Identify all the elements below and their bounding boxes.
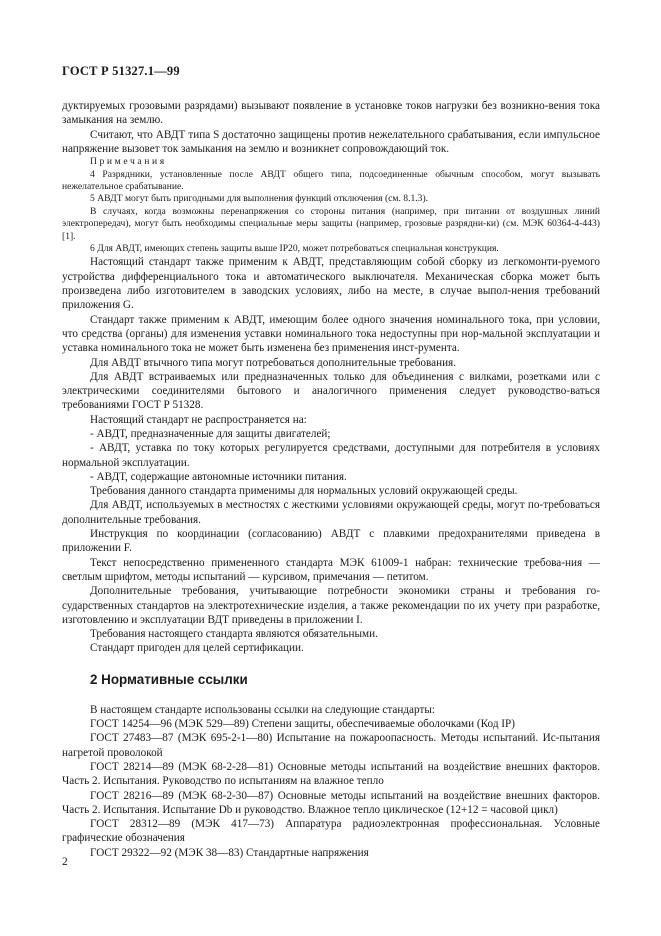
list-item: - АВДТ, уставка по току которых регулируется средствами, доступными для потребителя в условиях нормальной эксплуатации.: [62, 442, 600, 469]
list-item: - АВДТ, содержащие автономные источники питания.: [90, 470, 347, 483]
reference-item: ГОСТ 28312—89 (МЭК 417—73) Аппаратура радиоэлектронная профессиональная. Условные графические обозначения: [62, 818, 600, 845]
paragraph: Настоящий стандарт не распространяется на:: [90, 413, 307, 426]
paragraph: Требования данного стандарта применимы для нормальных условий окружающей среды.: [90, 485, 518, 498]
paragraph: Текст непосредственно примененного стандарта МЭК 61009-1 набран: технические требова-ния — светлым шрифтом, методы испытаний — курсивом, примечания — петитом.: [62, 556, 600, 583]
document-header: ГОСТ Р 51327.1—99: [62, 64, 180, 78]
paragraph: Для АВДТ втычного типа могут потребоваться дополнительные требования.: [90, 356, 457, 369]
page-number: 2: [62, 856, 68, 868]
paragraph: Стандарт также применим к АВДТ, имеющим более одного значения номинального тока, при условии, что средства (органы) для изменения уставки номинального тока недоступны при нор-мальной эксплуатации и уставка номинального тока не может быть изменена без применения инст-румента.: [62, 313, 600, 355]
paragraph: Для АВДТ встраиваемых или предназначенных только для объединения с вилками, розетками или с электрическими соединителями бытового и аналогичного применения следует руководство-ваться требованиями ГОСТ Р 51328.: [62, 370, 600, 412]
paragraph: Считают, что АВДТ типа S достаточно защищены против нежелательного срабатывания, если импульсное напряжение вызовет ток замыкания на землю и возникнет сопровождающий ток.: [62, 128, 600, 155]
paragraph: Для АВДТ, используемых в местностях с жесткими условиями окружающей среды, могут по-требоваться дополнительные требования.: [62, 499, 600, 526]
section-title: 2 Нормативные ссылки: [90, 671, 248, 687]
paragraph-continuation: дуктируемых грозовыми разрядами) вызывают появление в установке токов нагрузки без возникно-вения тока замыкания на землю.: [62, 100, 600, 127]
paragraph: Настоящий стандарт также применим к АВДТ, представляющим собой сборку из легкомонти-руемого устройства дифференциального тока и автоматического выключателя. Механическая сборка может быть произведена либо изготовителем в заводских условиях, либо на месте, в случае выпол-нения требований приложения G.: [62, 256, 600, 312]
note-item: 6 Для АВДТ, имеющих степень защиты выше IP20, может потребоваться специальная конструкция.: [90, 243, 499, 255]
notes-heading: Примечания: [90, 156, 167, 168]
reference-item: ГОСТ 29322—92 (МЭК 38—83) Стандартные напряжения: [90, 846, 369, 859]
paragraph: Стандарт пригоден для целей сертификации.: [90, 642, 304, 655]
paragraph: Дополнительные требования, учитывающие потребности экономики страны и требования го-сударственных стандартов на электротехнические изделия, а также рекомендации по их учету при разработке, изготовлению и эксплуатации ВДТ приведены в приложении I.: [62, 585, 600, 626]
reference-item: ГОСТ 14254—96 (МЭК 529—89) Степени защиты, обеспечиваемые оболочками (Код IP): [90, 718, 515, 731]
reference-item: ГОСТ 28214—89 (МЭК 68-2-28—81) Основные методы испытаний на воздействие внешних факторов. Часть 2. Испытания. Руководство по испытаниям на влажное тепло: [62, 760, 600, 788]
reference-item: ГОСТ 27483—87 (МЭК 695-2-1—80) Испытание на пожароопасность. Методы испытаний. Ис-пытания нагретой проволокой: [62, 732, 600, 759]
note-item: 4 Разрядники, установленные после АВДТ общего типа, подсоединенные обычным способом, могут вызывать нежелательное срабатывание.: [62, 168, 600, 192]
paragraph: В настоящем стандарте использованы ссылки на следующие стандарты:: [90, 703, 435, 716]
document-page: [62, 64, 600, 860]
paragraph: Требования настоящего стандарта являются обязательными.: [90, 628, 378, 641]
paragraph: Инструкция по координации (согласованию) АВДТ с плавкими предохранителями приведена в приложении F.: [62, 528, 600, 555]
list-item: - АВДТ, предназначенные для защиты двигателей;: [90, 428, 331, 440]
note-item: 5 АВДТ могут быть пригодными для выполнения функций отключения (см. 8.1.3).: [90, 193, 429, 205]
reference-item: ГОСТ 28216—89 (МЭК 68-2-30—87) Основные методы испытаний на воздействие внешних факторов. Часть 2. Испытания. Испытание Db и руководство. Влажное тепло циклическое (12+12 = часовой цикл): [62, 789, 600, 816]
note-item: В случаях, когда возможны перенапряжения со стороны питания (например, при питании от воздушных линий электропередач), могут быть необходимы специальные меры защиты (например, грозовые разрядни-ки) (см. МЭК 60364-4-443) [1].: [62, 205, 600, 242]
